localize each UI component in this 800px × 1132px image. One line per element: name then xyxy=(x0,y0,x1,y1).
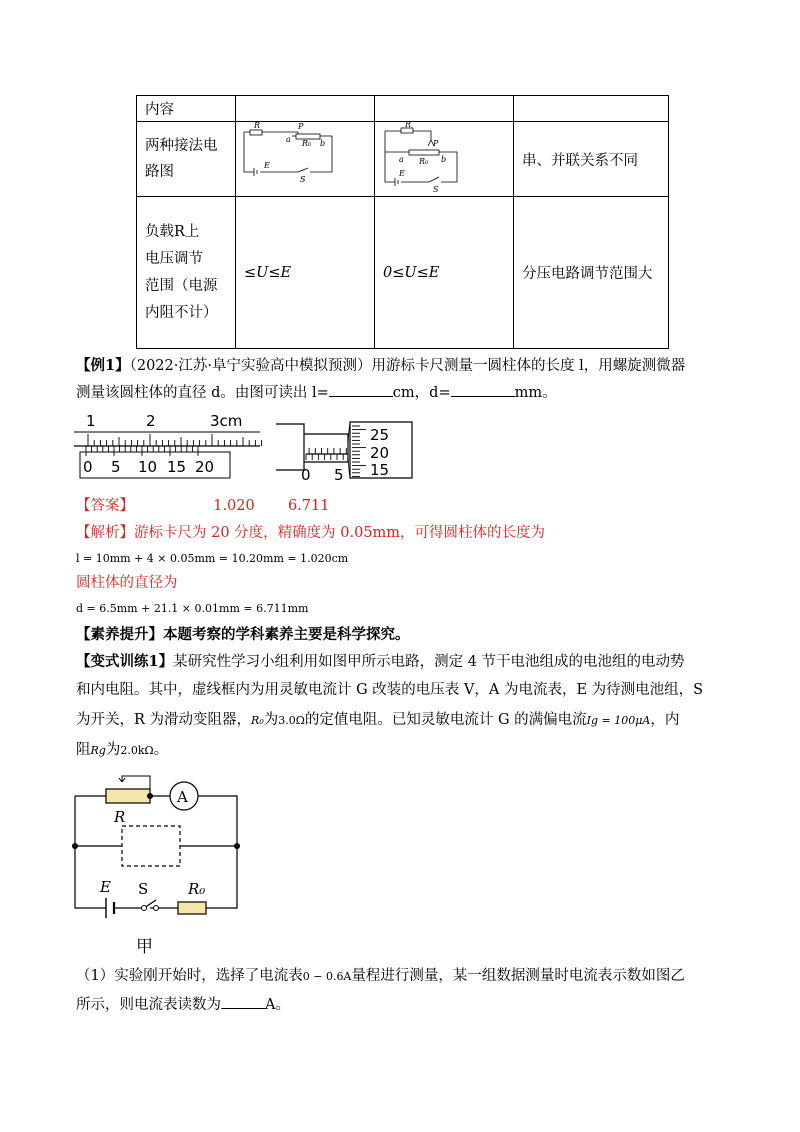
question-text: （1）实验刚开始时，选择了电流表 xyxy=(76,968,303,984)
value-rg: 2.0kΩ xyxy=(120,744,154,757)
divider-circuit-cell xyxy=(375,122,514,197)
variant-text: 为 xyxy=(263,712,279,728)
ammeter-symbol: A xyxy=(177,788,188,806)
variant-line-1 xyxy=(76,652,685,672)
example-text: cm，d= xyxy=(392,385,451,401)
answer-value: 6.711 xyxy=(287,498,330,514)
answer-tag: 【答案】 xyxy=(76,498,134,514)
comparison-table xyxy=(136,95,669,349)
answer-blank-l[interactable] xyxy=(329,382,393,397)
analysis-equation-1: l = 10mm + 4 × 0.05mm = 10.20mm = 1.020cm xyxy=(76,552,349,565)
circuit-label-r0: R₀ xyxy=(419,157,429,166)
circuit-label-s: S xyxy=(138,880,149,898)
circuit-label-b: b xyxy=(441,155,447,164)
table-cell xyxy=(137,197,236,349)
answer-value: 1.020 xyxy=(213,498,255,514)
limiter-circuit-diagram xyxy=(236,122,366,192)
caliper-main-label: 1 xyxy=(86,412,96,430)
analysis-line xyxy=(76,523,545,543)
analysis-text-2: 圆柱体的直径为 xyxy=(76,575,178,591)
table-cell: 0≤U≤E xyxy=(375,197,514,349)
circuit-label-r: R xyxy=(254,122,261,130)
row-label-line: 内阻不计） xyxy=(145,304,218,321)
circuit-label-s: S xyxy=(300,175,306,184)
circuit-label-p: P xyxy=(433,139,439,148)
caliper-vernier-label: 15 xyxy=(167,458,187,476)
circuit-label-r0: R₀ xyxy=(302,139,312,148)
table-cell xyxy=(375,96,514,122)
caliper-vernier-label: 5 xyxy=(111,458,121,476)
variant-text: 阻 xyxy=(76,742,91,758)
circuit-label-e: E xyxy=(264,161,270,170)
table-cell: 内容 xyxy=(137,96,236,122)
example-text: 测量该圆柱体的直径 d。由图可读出 l= xyxy=(76,385,329,401)
analysis-tag: 【解析】 xyxy=(76,525,134,541)
circuit-label-r: R xyxy=(405,122,412,129)
micrometer-thimble-label: 25 xyxy=(370,426,390,444)
example-line-2 xyxy=(76,382,557,403)
caliper-vernier-label: 10 xyxy=(138,458,158,476)
circuit-label-b: b xyxy=(320,139,326,148)
question-text: 量程进行测量，某一组数据测量时电流表示数如图乙 xyxy=(351,968,685,984)
caliper-vernier-label: 20 xyxy=(195,458,215,476)
circuit-label-a: a xyxy=(286,135,291,144)
variant-text: 为 xyxy=(105,742,121,758)
table-row xyxy=(137,122,669,197)
variant-tag: 【变式训练1】 xyxy=(76,653,174,670)
figure-caption: 甲 xyxy=(136,937,153,957)
table-row xyxy=(137,197,669,349)
symbol-r0: R₀ xyxy=(251,714,264,727)
micrometer-main-label: 5 xyxy=(334,466,344,484)
question-1-line-1 xyxy=(76,966,685,987)
micrometer-figure xyxy=(272,414,422,484)
variant-text: 某研究性学习小组利用如图甲所示电路，测定 4 节干电池组成的电池组的电动势 xyxy=(173,654,685,670)
divider-circuit-diagram xyxy=(375,122,505,192)
variant-line-3 xyxy=(76,710,679,731)
variant-text: 。 xyxy=(153,742,169,758)
question-text: 所示，则电流表读数为 xyxy=(76,997,221,1013)
example-text: mm。 xyxy=(514,385,557,401)
circuit-label-e: E xyxy=(100,878,111,896)
ammeter-range: 0 − 0.6A xyxy=(302,970,352,983)
circuit-jia-figure xyxy=(66,774,256,962)
table-cell xyxy=(236,96,375,122)
variant-text: ，内 xyxy=(650,712,680,728)
example-tag: 【例1】 xyxy=(76,357,130,374)
row-label-line: 电压调节 xyxy=(145,250,203,267)
limiter-circuit-cell xyxy=(236,122,375,197)
variant-line-4 xyxy=(76,740,168,761)
literacy-text: 本题考察的学科素养主要是科学探究。 xyxy=(163,626,410,643)
caliper-main-label: 2 xyxy=(146,412,156,430)
answer-blank-current[interactable] xyxy=(221,994,265,1009)
table-row xyxy=(137,96,669,122)
row-label-line: 路图 xyxy=(145,164,174,180)
symbol-rg: Rg xyxy=(90,744,106,757)
table-cell: 分压电路调节范围大 xyxy=(514,197,669,349)
analysis-text: 游标卡尺为 20 分度，精确度为 0.05mm，可得圆柱体的长度为 xyxy=(134,525,546,541)
micrometer-thimble-label: 15 xyxy=(370,461,390,479)
circuit-label-e: E xyxy=(399,169,405,178)
analysis-equation-2: d = 6.5mm + 21.1 × 0.01mm = 6.711mm xyxy=(76,602,309,615)
example-text: （2022·江苏·阜宁实验高中模拟预测）用游标卡尺测量一圆柱体的长度 l，用螺旋测微器 xyxy=(129,358,686,374)
question-text: A。 xyxy=(265,997,290,1013)
answer-blank-d[interactable] xyxy=(451,382,515,397)
circuit-label-r0: R₀ xyxy=(188,880,206,898)
row-label-line: 范围（电源 xyxy=(145,277,218,294)
row-label-line: 负载R上 xyxy=(145,223,200,240)
variant-text: 的定值电阻。已知灵敏电流计 G 的满偏电流 xyxy=(304,712,587,728)
literacy-line xyxy=(76,625,410,645)
circuit-label-a: a xyxy=(399,155,404,164)
table-cell xyxy=(514,96,669,122)
circuit-label-r: R xyxy=(114,808,126,826)
symbol-ig: Ig = 100μA xyxy=(586,714,651,727)
row-label-line: 两种接法电 xyxy=(145,138,218,154)
micrometer-main-label: 0 xyxy=(301,466,311,484)
caliper-main-label: 3cm xyxy=(210,412,243,430)
caliper-vernier-label: 0 xyxy=(83,458,93,476)
value-r0: 3.0Ω xyxy=(278,714,305,727)
answer-line xyxy=(76,496,329,516)
example-line-1 xyxy=(76,356,685,376)
micrometer-thimble-label: 20 xyxy=(370,444,390,462)
question-1-line-2 xyxy=(76,994,290,1015)
variant-text: 为开关，R 为滑动变阻器， xyxy=(76,712,252,728)
circuit-label-p: P xyxy=(298,122,304,131)
table-cell: 串、并联关系不同 xyxy=(514,122,669,197)
literacy-tag: 【素养提升】 xyxy=(76,626,163,643)
variant-line-2: 和内电阻。其中，虚线框内为用灵敏电流计 G 改装的电压表 V，A 为电流表，E 为待测电池组，S xyxy=(76,682,704,698)
table-cell: ≤U≤E xyxy=(236,197,375,349)
vernier-caliper-figure xyxy=(74,408,264,480)
table-cell xyxy=(137,122,236,197)
circuit-label-s: S xyxy=(433,185,439,192)
